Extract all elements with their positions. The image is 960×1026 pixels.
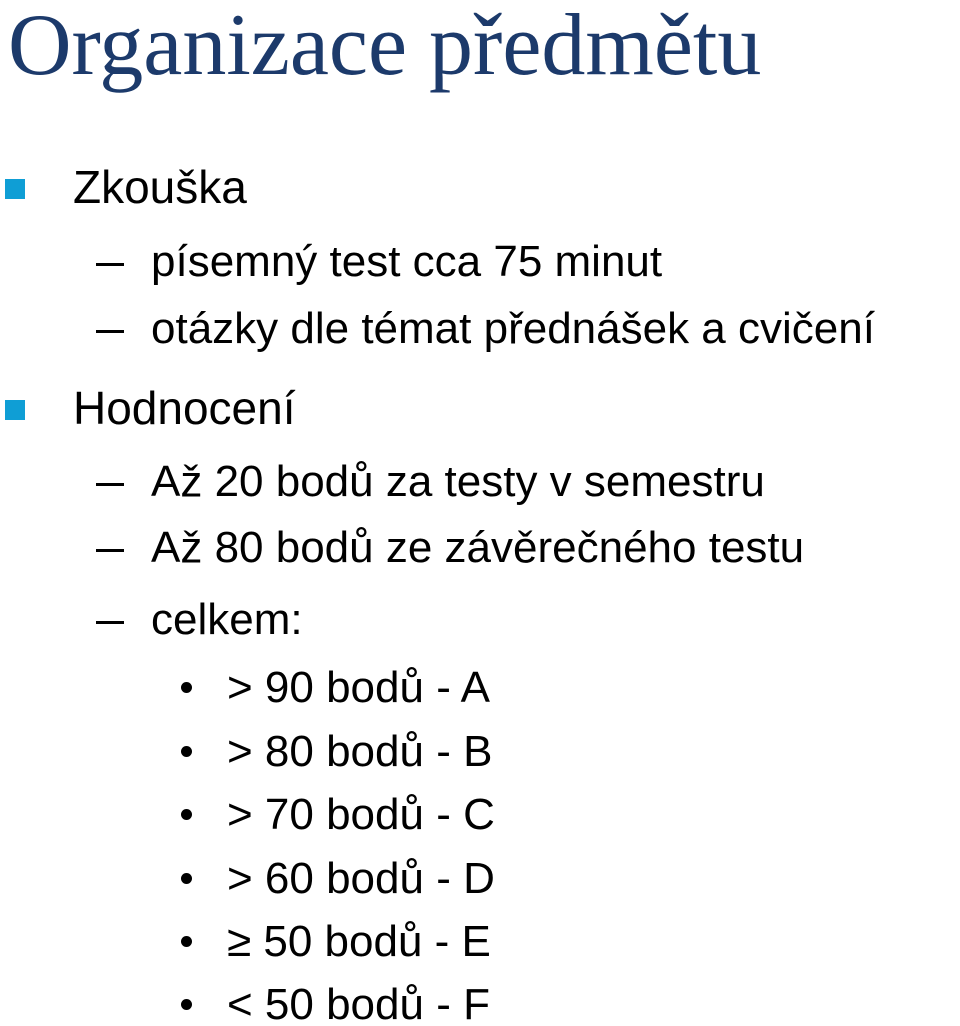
square-bullet-icon (5, 179, 25, 199)
heading-hodnoceni: Hodnocení (73, 382, 296, 434)
dot-bullet-icon (181, 809, 192, 820)
grade-text: > 80 bodů - B (227, 727, 493, 776)
dot-bullet-icon (181, 936, 192, 947)
heading-zkouska: Zkouška (73, 161, 247, 213)
square-bullet-icon (5, 400, 25, 420)
grade-text: > 70 bodů - C (227, 790, 495, 839)
dash-bullet-icon (96, 621, 124, 624)
subitem-text: Až 80 bodů ze závěrečného testu (151, 523, 805, 572)
dash-bullet-icon (96, 263, 124, 266)
dot-bullet-icon (181, 746, 192, 757)
dash-bullet-icon (96, 549, 124, 552)
dash-bullet-icon (96, 483, 124, 486)
grade-text: > 60 bodů - D (227, 854, 495, 903)
dot-bullet-icon (181, 682, 192, 693)
dash-bullet-icon (96, 330, 124, 333)
slide-title: Organizace předmětu (8, 0, 762, 94)
grade-text: ≥ 50 bodů - E (227, 917, 491, 966)
subitem-text: Až 20 bodů za testy v semestru (151, 457, 765, 506)
dot-bullet-icon (181, 999, 192, 1010)
subitem-text: celkem: (151, 595, 303, 644)
subitem-text: otázky dle témat přednášek a cvičení (151, 304, 875, 353)
dot-bullet-icon (181, 873, 192, 884)
subitem-text: písemný test cca 75 minut (151, 237, 663, 286)
grade-text: > 90 bodů - A (227, 663, 490, 712)
grade-text: < 50 bodů - F (227, 980, 490, 1026)
